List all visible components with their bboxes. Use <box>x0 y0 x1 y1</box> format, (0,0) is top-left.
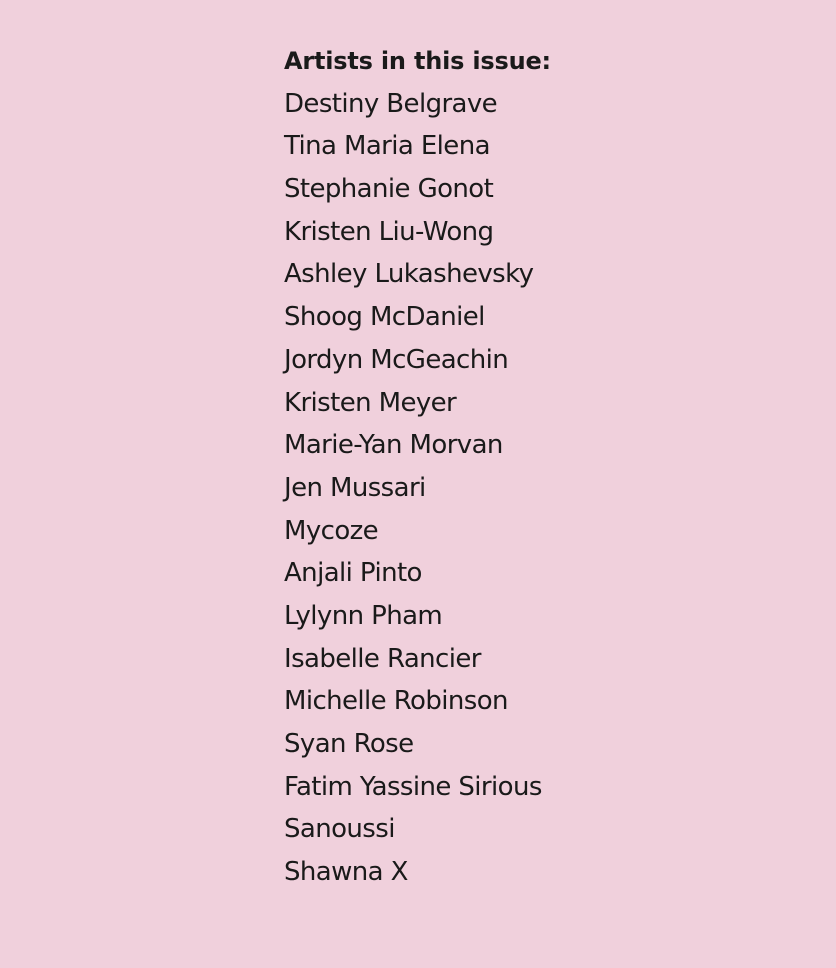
artist-name: Kristen Meyer <box>284 387 457 418</box>
artist-name: Ashley Lukashevsky <box>284 259 534 290</box>
artist-names <box>284 83 551 894</box>
artist-name: Mycoze <box>284 515 379 546</box>
artist-name: Shawna X <box>284 857 408 888</box>
artist-name: Sanoussi <box>284 814 395 845</box>
artist-name: Michelle Robinson <box>284 686 508 717</box>
artist-name: Isabelle Rancier <box>284 643 481 674</box>
artist-name: Syan Rose <box>284 729 414 759</box>
artist-list-heading: Artists in this issue: <box>284 47 551 75</box>
artist-name: Lylynn Pham <box>284 600 443 631</box>
artist-name: Stephanie Gonot <box>284 174 494 205</box>
artist-name: Jordyn McGeachin <box>284 344 509 375</box>
artist-name: Destiny Belgrave <box>284 88 498 119</box>
artist-name: Tina Maria Elena <box>284 131 490 162</box>
artist-name: Anjali Pinto <box>284 558 422 589</box>
artist-name: Jen Mussari <box>284 472 426 503</box>
artist-name: Shoog McDaniel <box>284 302 485 333</box>
artist-name: Marie-Yan Morvan <box>284 430 503 461</box>
artist-name: Fatim Yassine Sirious <box>284 771 542 802</box>
artist-name: Kristen Liu-Wong <box>284 216 494 247</box>
artist-list <box>284 40 551 894</box>
